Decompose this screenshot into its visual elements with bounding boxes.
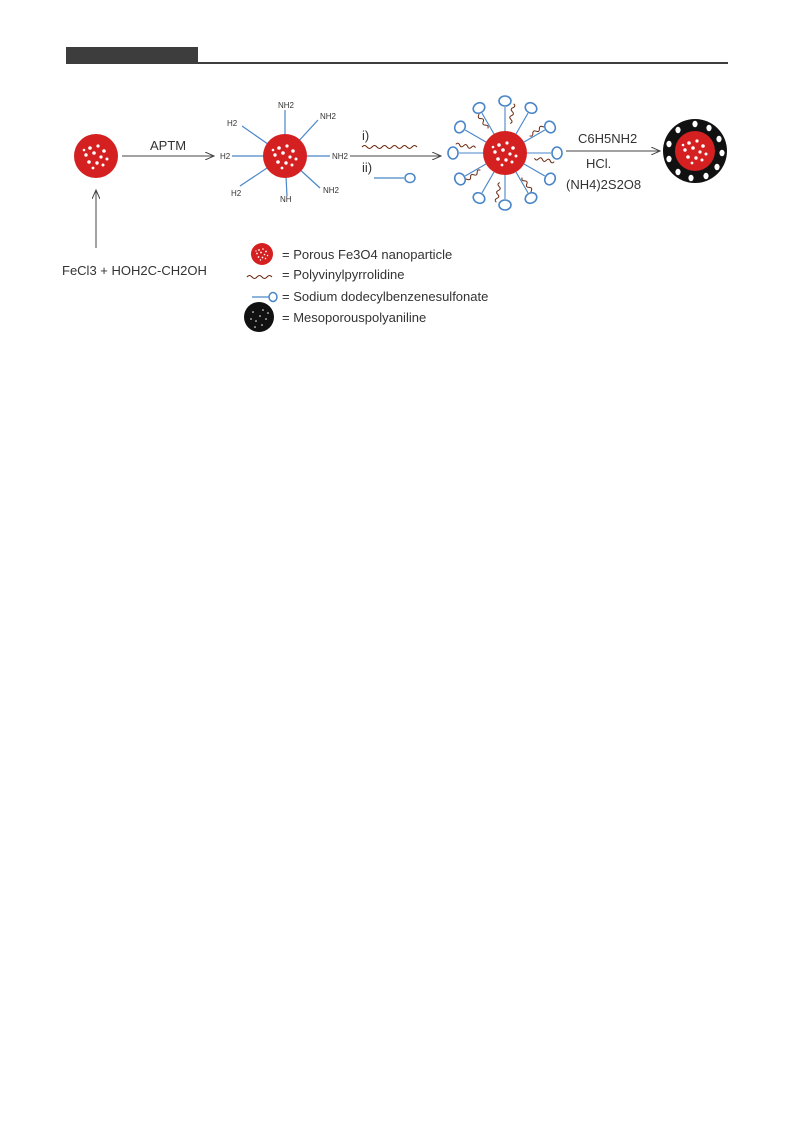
amine-label: NH — [280, 195, 292, 204]
pvp-symbol — [362, 146, 417, 149]
step3-reagent: C6H5NH2 — [578, 131, 638, 146]
legend-black-sphere-icon — [244, 302, 274, 332]
legend-mesoporouspolyaniline: = Mesoporouspolyaniline — [282, 310, 427, 325]
amine-label: NH2 — [278, 101, 295, 110]
legend-surfactant-icon — [252, 293, 277, 302]
legend-polyvinylpyrrolidine: = Polyvinylpyrrolidine — [282, 267, 405, 282]
fe3o4-nanoparticle — [74, 134, 118, 178]
amine-label: H2 — [227, 119, 238, 128]
amine-label: H2 — [220, 152, 231, 161]
step3-reagent: HCl. — [586, 156, 612, 171]
surfactant-coated-particle — [448, 96, 562, 210]
legend-sodium-dodecylbenzenesulfonate: = Sodium dodecylbenzenesulfonate — [282, 289, 489, 304]
step2-reagent-i: i) — [362, 128, 370, 143]
amine-functionalized-particle — [220, 101, 349, 204]
step2-reagent-ii: ii) — [362, 160, 373, 175]
amine-label: NH2 — [320, 112, 337, 121]
legend-porous-nanoparticle: = Porous Fe3O4 nanoparticle — [282, 247, 453, 262]
amine-label: NH2 — [323, 186, 340, 195]
legend-porous-nanoparticle-icon — [251, 243, 273, 265]
legend — [244, 243, 488, 332]
legend-wavy-line-icon — [247, 276, 272, 279]
core-shell-particle — [663, 119, 727, 183]
start-reagents: FeCl3 + HOH2C-CH2OH — [62, 263, 207, 278]
amine-label: H2 — [231, 189, 242, 198]
synthesis-scheme — [0, 0, 793, 360]
step1-reagent: APTM — [150, 138, 187, 153]
surfactant-symbol — [374, 174, 415, 183]
step3-reagent: (NH4)2S2O8 — [566, 177, 642, 192]
amine-label: NH2 — [332, 152, 349, 161]
